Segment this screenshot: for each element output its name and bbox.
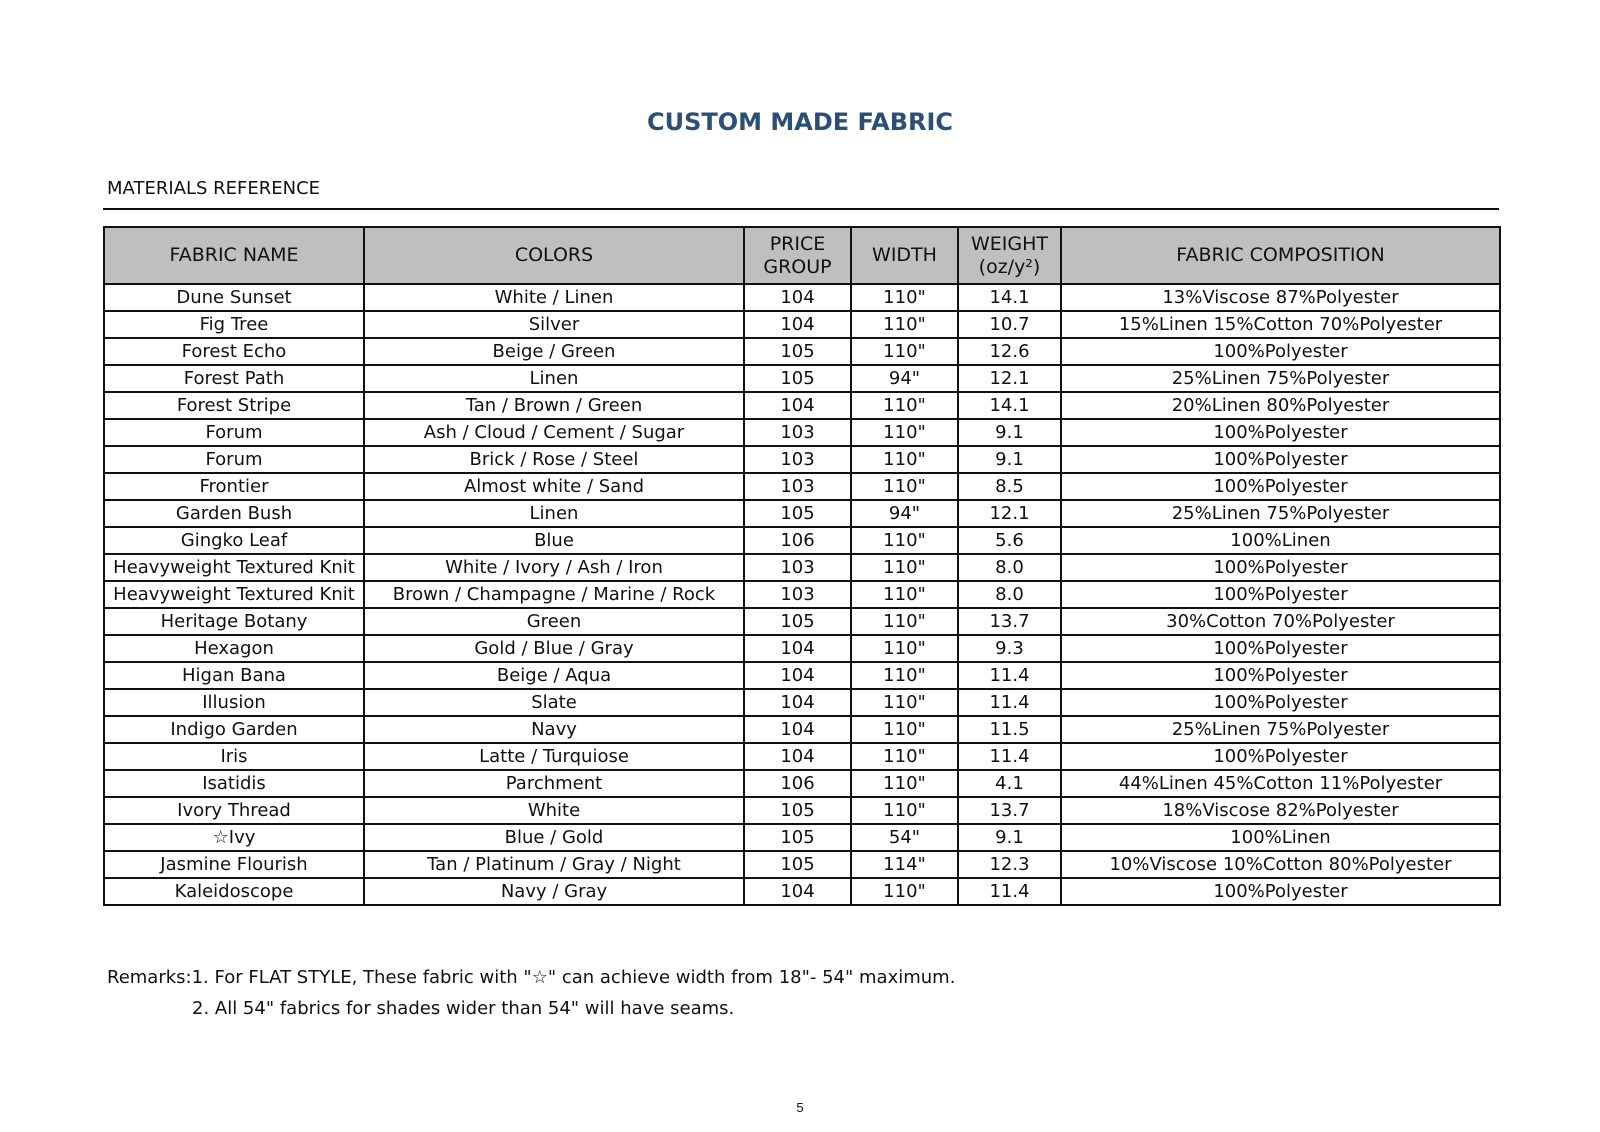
cell-width: 110" [851,338,958,365]
cell-weight: 13.7 [958,797,1061,824]
header-price-group: PRICE GROUP [744,227,851,284]
cell-price-group: 106 [744,770,851,797]
cell-width: 110" [851,527,958,554]
cell-fabric-name: Hexagon [104,635,364,662]
cell-price-group: 103 [744,473,851,500]
cell-weight: 12.6 [958,338,1061,365]
cell-width: 110" [851,446,958,473]
cell-weight: 8.5 [958,473,1061,500]
cell-fabric-name: Forest Path [104,365,364,392]
cell-colors: Linen [364,500,744,527]
cell-width: 94" [851,500,958,527]
cell-colors: Blue / Gold [364,824,744,851]
table-row [104,446,1500,473]
cell-price-group: 104 [744,635,851,662]
cell-price-group: 103 [744,581,851,608]
cell-width: 110" [851,878,958,905]
cell-width: 110" [851,797,958,824]
cell-price-group: 105 [744,365,851,392]
table-row [104,527,1500,554]
cell-weight: 9.1 [958,446,1061,473]
table-row [104,662,1500,689]
cell-fabric-name: Jasmine Flourish [104,851,364,878]
cell-price-group: 104 [744,716,851,743]
cell-price-group: 104 [744,662,851,689]
cell-colors: Navy [364,716,744,743]
cell-colors: Ash / Cloud / Cement / Sugar [364,419,744,446]
cell-weight: 11.4 [958,878,1061,905]
remark-line-1 [107,966,955,997]
cell-composition: 100%Polyester [1061,446,1500,473]
cell-fabric-name: Heavyweight Textured Knit [104,581,364,608]
cell-fabric-name: Higan Bana [104,662,364,689]
cell-colors: Beige / Aqua [364,662,744,689]
table-header-row [104,227,1500,284]
table-row [104,581,1500,608]
cell-price-group: 104 [744,392,851,419]
cell-weight: 11.4 [958,662,1061,689]
cell-composition: 100%Polyester [1061,554,1500,581]
cell-price-group: 105 [744,608,851,635]
fabric-table [103,226,1501,906]
cell-composition: 20%Linen 80%Polyester [1061,392,1500,419]
cell-width: 110" [851,554,958,581]
cell-weight: 9.3 [958,635,1061,662]
cell-price-group: 105 [744,824,851,851]
cell-composition: 44%Linen 45%Cotton 11%Polyester [1061,770,1500,797]
table-row [104,635,1500,662]
cell-weight: 14.1 [958,392,1061,419]
cell-width: 110" [851,473,958,500]
cell-width: 110" [851,635,958,662]
table-row [104,311,1500,338]
cell-composition: 30%Cotton 70%Polyester [1061,608,1500,635]
cell-weight: 12.1 [958,365,1061,392]
cell-colors: Navy / Gray [364,878,744,905]
cell-colors: Brown / Champagne / Marine / Rock [364,581,744,608]
section-divider [103,208,1499,210]
cell-fabric-name: ☆Ivy [104,824,364,851]
table-row [104,689,1500,716]
table-row [104,878,1500,905]
cell-composition: 100%Polyester [1061,473,1500,500]
table-row [104,716,1500,743]
cell-fabric-name: Dune Sunset [104,284,364,311]
cell-fabric-name: Isatidis [104,770,364,797]
cell-price-group: 103 [744,554,851,581]
cell-colors: Latte / Turquiose [364,743,744,770]
cell-colors: Parchment [364,770,744,797]
cell-price-group: 104 [744,878,851,905]
cell-weight: 12.1 [958,500,1061,527]
cell-price-group: 104 [744,689,851,716]
table-row [104,419,1500,446]
cell-price-group: 105 [744,500,851,527]
remark-text-1: 1. For FLAT STYLE, These fabric with "☆" can achieve width from 18"- 54" maximum. [191,967,956,988]
cell-composition: 100%Polyester [1061,338,1500,365]
cell-fabric-name: Frontier [104,473,364,500]
cell-colors: Gold / Blue / Gray [364,635,744,662]
cell-colors: Blue [364,527,744,554]
cell-fabric-name: Forum [104,446,364,473]
cell-colors: Tan / Brown / Green [364,392,744,419]
table-body [104,284,1500,905]
cell-colors: Beige / Green [364,338,744,365]
remarks-label: Remarks: [107,967,192,988]
cell-composition: 25%Linen 75%Polyester [1061,365,1500,392]
cell-width: 110" [851,392,958,419]
cell-fabric-name: Fig Tree [104,311,364,338]
cell-composition: 100%Polyester [1061,689,1500,716]
cell-width: 110" [851,608,958,635]
table-row [104,284,1500,311]
cell-weight: 11.4 [958,689,1061,716]
header-weight: WEIGHT (oz/y²) [958,227,1061,284]
cell-width: 110" [851,581,958,608]
table-row [104,851,1500,878]
cell-composition: 100%Polyester [1061,419,1500,446]
cell-fabric-name: Ivory Thread [104,797,364,824]
cell-fabric-name: Garden Bush [104,500,364,527]
cell-composition: 100%Polyester [1061,581,1500,608]
cell-fabric-name: Heritage Botany [104,608,364,635]
cell-composition: 25%Linen 75%Polyester [1061,716,1500,743]
section-title: MATERIALS REFERENCE [107,178,321,199]
cell-weight: 11.5 [958,716,1061,743]
cell-price-group: 104 [744,743,851,770]
cell-weight: 8.0 [958,554,1061,581]
cell-weight: 11.4 [958,743,1061,770]
cell-fabric-name: Forum [104,419,364,446]
table-row [104,797,1500,824]
cell-colors: White / Linen [364,284,744,311]
cell-price-group: 104 [744,311,851,338]
cell-fabric-name: Forest Echo [104,338,364,365]
table-row [104,824,1500,851]
table-row [104,338,1500,365]
cell-composition: 18%Viscose 82%Polyester [1061,797,1500,824]
cell-colors: White / Ivory / Ash / Iron [364,554,744,581]
cell-fabric-name: Forest Stripe [104,392,364,419]
cell-weight: 12.3 [958,851,1061,878]
cell-width: 94" [851,365,958,392]
table-row [104,770,1500,797]
cell-fabric-name: Gingko Leaf [104,527,364,554]
cell-composition: 10%Viscose 10%Cotton 80%Polyester [1061,851,1500,878]
table-row [104,500,1500,527]
cell-width: 110" [851,716,958,743]
cell-width: 110" [851,284,958,311]
cell-composition: 15%Linen 15%Cotton 70%Polyester [1061,311,1500,338]
header-colors: COLORS [364,227,744,284]
cell-colors: Almost white / Sand [364,473,744,500]
cell-width: 110" [851,419,958,446]
cell-weight: 10.7 [958,311,1061,338]
cell-width: 110" [851,770,958,797]
cell-composition: 100%Polyester [1061,878,1500,905]
cell-price-group: 105 [744,338,851,365]
page-number: 5 [796,1100,804,1115]
page-title: CUSTOM MADE FABRIC [646,108,954,136]
table-row [104,392,1500,419]
table-row [104,365,1500,392]
cell-colors: Tan / Platinum / Gray / Night [364,851,744,878]
cell-colors: Slate [364,689,744,716]
cell-composition: 100%Polyester [1061,743,1500,770]
cell-price-group: 106 [744,527,851,554]
remark-line-2 [107,997,955,1028]
table-row [104,473,1500,500]
cell-weight: 9.1 [958,419,1061,446]
remark-text-2: 2. All 54" fabrics for shades wider than 54" will have seams. [192,998,735,1019]
cell-composition: 100%Polyester [1061,635,1500,662]
table-row [104,608,1500,635]
cell-price-group: 103 [744,446,851,473]
cell-price-group: 103 [744,419,851,446]
cell-price-group: 104 [744,284,851,311]
cell-colors: Silver [364,311,744,338]
cell-weight: 8.0 [958,581,1061,608]
cell-price-group: 105 [744,797,851,824]
remarks [107,966,955,1028]
cell-width: 110" [851,662,958,689]
header-composition: FABRIC COMPOSITION [1061,227,1500,284]
table-row [104,554,1500,581]
cell-colors: White [364,797,744,824]
cell-weight: 4.1 [958,770,1061,797]
header-width: WIDTH [851,227,958,284]
cell-colors: Brick / Rose / Steel [364,446,744,473]
cell-composition: 25%Linen 75%Polyester [1061,500,1500,527]
cell-fabric-name: Kaleidoscope [104,878,364,905]
cell-composition: 100%Linen [1061,527,1500,554]
cell-fabric-name: Iris [104,743,364,770]
cell-composition: 100%Linen [1061,824,1500,851]
cell-fabric-name: Illusion [104,689,364,716]
cell-width: 110" [851,689,958,716]
cell-price-group: 105 [744,851,851,878]
cell-width: 110" [851,311,958,338]
cell-weight: 14.1 [958,284,1061,311]
cell-colors: Green [364,608,744,635]
cell-width: 110" [851,743,958,770]
cell-width: 114" [851,851,958,878]
cell-fabric-name: Heavyweight Textured Knit [104,554,364,581]
cell-fabric-name: Indigo Garden [104,716,364,743]
table-row [104,743,1500,770]
cell-weight: 9.1 [958,824,1061,851]
cell-composition: 13%Viscose 87%Polyester [1061,284,1500,311]
cell-weight: 5.6 [958,527,1061,554]
header-fabric-name: FABRIC NAME [104,227,364,284]
cell-weight: 13.7 [958,608,1061,635]
cell-width: 54" [851,824,958,851]
cell-colors: Linen [364,365,744,392]
cell-composition: 100%Polyester [1061,662,1500,689]
